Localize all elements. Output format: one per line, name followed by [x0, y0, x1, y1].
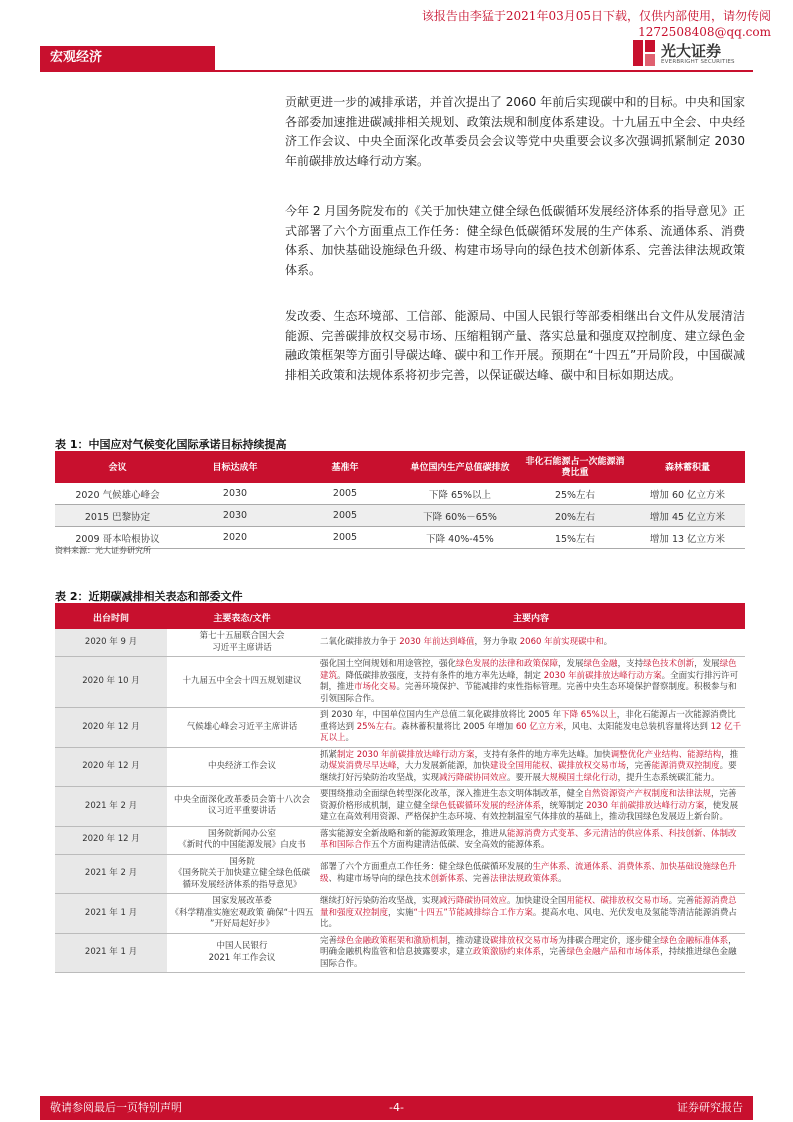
table1-header: 森林蓄积量: [630, 453, 745, 483]
content-text: ，统筹制定: [541, 800, 587, 811]
table1-caption: 表 1：中国应对气候变化国际承诺目标持续提高: [55, 438, 287, 451]
highlighted-text: 用能权、碳排放权交易市场: [566, 896, 669, 906]
paragraph-1: 贡献更进一步的减排承诺，并首次提出了 2060 年前后实现碳中和的目标。中央和国家各部委加速推进碳减排相关规划、政策法规和制度体系建设。十九届五中全会、中央经济工作会议、中央全面深化改革委员会会议等党中央重要会议多次强调抓紧制定 2030 年前碳排放达峰行动方案。: [285, 95, 745, 168]
row-source-document: 中央全面深化改革委员会第十八次会议习近平重要讲话: [167, 787, 317, 827]
download-watermark: [422, 8, 771, 40]
table-cell: 2005: [290, 505, 400, 527]
table2-header: 主要表态/文件: [167, 605, 317, 629]
content-text: 、构建市场导向的绿色技术: [328, 873, 431, 884]
content-text: ，发展: [558, 659, 584, 669]
highlighted-text: 绿色发展的法律和政策保障: [456, 659, 559, 669]
table-row: [55, 527, 745, 549]
page-number: -4-: [389, 1101, 404, 1114]
highlighted-text: 绿色低碳循环发展的经济体系: [430, 800, 542, 811]
header-divider: [40, 70, 753, 72]
row-content: [317, 787, 745, 827]
content-text: 二氧化碳排放力争于: [320, 636, 400, 647]
content-text: 。全面实行排污许可制，推进: [320, 670, 739, 692]
highlighted-text: 煤炭消费尽早达峰: [328, 761, 397, 771]
content-text: ，完善: [541, 947, 567, 957]
table-cell: 2015 巴黎协定: [55, 505, 180, 527]
highlighted-text: 12 亿千瓦以上: [320, 721, 742, 743]
table1-header: 单位国内生产总值碳排放: [400, 453, 520, 483]
content-text: ，完善: [626, 761, 652, 771]
content-text: 。森林蓄积量将比 2005 年增加: [392, 721, 516, 732]
table2-header: 主要内容: [317, 605, 745, 629]
table2: [55, 605, 745, 973]
row-date: 2021 年 2 月: [55, 787, 167, 827]
content-text: 到 2030 年，中国单位国内生产总值二氧化碳排放将比 2005 年: [320, 710, 562, 720]
content-text: 为排碳合理定价，逐步健全: [558, 935, 661, 946]
highlighted-text: 生产体系、流通体系、消费体系、加快基础设施绿色升级: [320, 862, 737, 884]
table-cell: 增加 60 亿立方米: [630, 483, 745, 505]
highlighted-text: 2060 年前实现碳中和: [519, 636, 604, 647]
table-row: [55, 933, 745, 973]
highlighted-text: 2030 年前碳排放达峰行动方案: [586, 800, 705, 811]
table-cell: 下降 40%-45%: [400, 527, 520, 549]
highlighted-text: 能源消费方式变革、多元清洁的供应体系、科技创新、体制改革和国际合作: [320, 828, 737, 850]
table-row: [55, 826, 745, 854]
highlighted-text: 减污降碳协同效应: [439, 896, 508, 906]
highlighted-text: 绿色建筑: [320, 659, 737, 681]
highlighted-text: 制定 2030 年前碳排放达峰行动方案: [337, 749, 475, 760]
content-text: ，实施: [388, 907, 414, 918]
table-row: [55, 483, 745, 505]
row-date: 2020 年 12 月: [55, 747, 167, 787]
table-row: [55, 708, 745, 748]
highlighted-text: 2030 年前达到峰值: [399, 636, 475, 647]
paragraph-3: 发改委、生态环境部、工信部、能源局、中国人民银行等部委相继出台文件从发展清洁能源、完善碳排放权交易市场、压缩粗钢产量、落实总量和强度双控制度、建立绿色金融政策框架等方面引导碳达峰、碳中和工作开展。预期在“十四五”开局阶段，中国碳减排相关政策和法规体系将初步完善，以保证碳达峰、碳中和目标如期达成。: [285, 309, 745, 382]
table-row: [55, 657, 745, 708]
row-content: [317, 826, 745, 854]
highlighted-text: 自然资源资产产权制度和法律法规: [583, 789, 712, 799]
table-cell: 增加 13 亿立方米: [630, 527, 745, 549]
row-content: [317, 747, 745, 787]
watermark-line-1: 该报告由李猛于2021年03月05日下载，仅供内部使用，请勿传阅: [421, 9, 771, 23]
content-text: ，大力发展新能源，加快: [396, 761, 491, 771]
row-source-document: 中国人民银行 2021 年工作会议: [167, 933, 317, 973]
table-cell: 2005: [290, 527, 400, 549]
content-text: ，明确金融机构监管和信息披露要求，建立: [320, 935, 737, 957]
row-date: 2020 年 12 月: [55, 708, 167, 748]
table-cell: 25%左右: [520, 483, 630, 505]
logo-cn-text: 光大证券: [661, 42, 722, 60]
content-text: ，支持: [617, 659, 644, 669]
content-text: ，非化石能源占一次能源消费比重将达到: [320, 710, 736, 732]
content-text: 继续打好污染防治攻坚战，实现: [320, 896, 440, 906]
content-text: ，推动: [320, 749, 739, 771]
highlighted-text: 法律法规政策体系: [490, 873, 559, 884]
content-text: ，支持有条件的地方率先达峰。加快: [474, 749, 611, 760]
row-date: 2020 年 10 月: [55, 657, 167, 708]
row-date: 2021 年 1 月: [55, 933, 167, 973]
content-text: ，风电、太阳能发电总装机容量将达到: [563, 721, 711, 732]
table-cell: 2030: [180, 483, 290, 505]
row-content: [317, 854, 745, 894]
row-source-document: 国家发展改革委 《科学精准实施宏观政策 确保“十四五 ”开好局起好步》: [167, 894, 317, 934]
content-text: 部署了六个方面重点工作任务：健全绿色低碳循环发展的: [320, 862, 533, 873]
table-cell: 2020 气候雄心峰会: [55, 483, 180, 505]
highlighted-text: 能源消费总量和强度双控制度: [320, 896, 737, 918]
row-source-document: 国务院 《国务院关于加快建立健全绿色低碳循环发展经济体系的指导意见》: [167, 854, 317, 894]
highlighted-text: 创新体系: [430, 873, 465, 884]
row-date: 2021 年 2 月: [55, 854, 167, 894]
table-row: [55, 747, 745, 787]
footer-report-type: 证券研究报告: [677, 1101, 743, 1114]
content-text: 。完善环境保护、节能减排约束性指标管理。完善中央生态环境保护督察制度。积极参与和引领国际合作。: [320, 682, 737, 704]
row-content: [317, 933, 745, 973]
table1-header: 目标达成年: [180, 453, 290, 483]
highlighted-text: “十四五”节能减排综合工作方案: [413, 907, 533, 918]
table-cell: 下降 65%以上: [400, 483, 520, 505]
content-text: ，努力争取: [474, 636, 520, 647]
highlighted-text: 市场化交易: [354, 682, 397, 692]
content-text: 。提高水电、风电、光伏发电及氢能等清洁能源消费占比。: [320, 907, 737, 929]
logo-en-text: EVERBRIGHT SECURITIES: [661, 59, 735, 65]
content-text: ，使发展建立在高效利用资源、严格保护生态环境、有效控制温室气体排放的基础上，推动我国绿色发展迈上新台阶。: [320, 800, 739, 822]
content-text: 。加快建设全国: [507, 896, 567, 906]
table2-header-row: [55, 605, 745, 629]
highlighted-text: 绿色金融标准体系: [660, 935, 729, 946]
table1: [55, 453, 745, 549]
highlighted-text: 减污降碳协同效应: [439, 772, 508, 783]
content-text: 五个方面构建清洁低碳、安全高效的能源体系。: [371, 840, 550, 850]
table-cell: 下降 60%－65%: [400, 505, 520, 527]
table-row: [55, 787, 745, 827]
table-cell: 20%左右: [520, 505, 630, 527]
table-row: [55, 894, 745, 934]
paragraph-2: 今年 2 月国务院发布的《关于加快建立健全绿色低碳循环发展经济体系的指导意见》正式部署了六个方面重点工作任务：健全绿色低碳循环发展的生产体系、流通体系、消费体系、加快基础设施绿色升级、构建市场导向的绿色技术创新体系、完善法律法规政策体系。: [285, 204, 745, 277]
logo-icon: [633, 40, 655, 66]
content-text: 落实能源安全新战略和新的能源政策理念，推进从: [320, 828, 508, 839]
content-text: 。: [345, 733, 355, 743]
content-text: 完善: [320, 935, 338, 946]
content-text: 。要开展: [507, 772, 542, 783]
content-text: ，提升生态系统碳汇能力。: [617, 772, 720, 783]
highlighted-text: 能源消费双控制度: [651, 761, 720, 771]
highlighted-text: 大规模国土绿化行动: [541, 772, 618, 783]
footer-disclaimer: 敬请参阅最后一页特别声明: [50, 1101, 182, 1114]
table-row: [55, 854, 745, 894]
watermark-line-2: 1272508408@qq.com: [638, 25, 771, 39]
highlighted-text: 碳排放权交易市场: [490, 935, 559, 946]
highlighted-text: 绿色金融政策框架和激励机制: [337, 935, 448, 946]
highlighted-text: 建设全国用能权、碳排放权交易市场: [490, 761, 627, 771]
table-row: [55, 629, 745, 657]
content-text: 、完善: [464, 873, 491, 884]
content-text: 。: [558, 873, 567, 884]
row-content: [317, 708, 745, 748]
highlighted-text: 绿色金融产品和市场体系: [566, 947, 661, 957]
table1-header: 非化石能源占一次能源消费比重: [520, 453, 630, 483]
table2-caption: 表 2：近期碳减排相关表态和部委文件: [55, 590, 243, 603]
table1-header: 会议: [55, 453, 180, 483]
row-content: [317, 629, 745, 657]
company-logo: [633, 40, 751, 68]
footer-bar: [40, 1096, 753, 1120]
table-cell: 15%左右: [520, 527, 630, 549]
content-text: 。: [603, 636, 613, 647]
highlighted-text: 2030 年前碳排放达峰行动方案: [543, 670, 662, 681]
content-text: 要围绕推动全面绿色转型深化改革，深入推进生态文明体制改革，健全: [320, 789, 584, 799]
row-source-document: 中央经济工作会议: [167, 747, 317, 787]
section-label: 宏观经济: [40, 46, 215, 70]
table-cell: 2030: [180, 505, 290, 527]
content-text: 。完善: [668, 896, 695, 906]
table1-header-row: [55, 453, 745, 483]
content-text: ，完善资源价格形成机制，建立健全: [320, 789, 737, 811]
table1-source: 资料来源：光大证券研究所: [55, 546, 151, 555]
highlighted-text: 25%左右: [356, 721, 393, 732]
content-text: 。要继续打好污染防治攻坚战，实现: [320, 761, 737, 783]
row-source-document: 十九届五中全会十四五规划建议: [167, 657, 317, 708]
content-text: ，持续推进绿色金融国际合作。: [320, 947, 737, 969]
highlighted-text: 绿色金融: [583, 659, 618, 669]
content-text: ，推动建设: [447, 935, 491, 946]
row-date: 2020 年 9 月: [55, 629, 167, 657]
highlighted-text: 60 亿立方米: [515, 721, 564, 732]
content-text: 强化国土空间规划和用途管控，强化: [320, 659, 457, 669]
content-text: 抓紧: [320, 749, 338, 760]
row-source-document: 气候雄心峰会习近平主席讲话: [167, 708, 317, 748]
row-content: [317, 894, 745, 934]
table2-header: 出台时间: [55, 605, 167, 629]
table1-header: 基准年: [290, 453, 400, 483]
table-row: [55, 505, 745, 527]
highlighted-text: 绿色技术创新: [643, 659, 695, 669]
highlighted-text: 调整优化产业结构、能源结构: [610, 749, 722, 760]
table-cell: 2005: [290, 483, 400, 505]
row-date: 2021 年 1 月: [55, 894, 167, 934]
content-text: 。降低碳排放强度，支持有条件的地方率先达峰，制定: [337, 670, 544, 681]
row-source-document: 第七十五届联合国大会 习近平主席讲话: [167, 629, 317, 657]
highlighted-text: 政策激励约束体系: [473, 947, 542, 957]
row-date: 2020 年 12 月: [55, 826, 167, 854]
row-content: [317, 657, 745, 708]
table-cell: 2020: [180, 527, 290, 549]
highlighted-text: 下降 65%以上: [561, 710, 617, 720]
table-cell: 2009 哥本哈根协议: [55, 527, 180, 549]
content-text: ，发展: [694, 659, 720, 669]
table-cell: 增加 45 亿立方米: [630, 505, 745, 527]
row-source-document: 国务院新闻办公室 《新时代的中国能源发展》白皮书: [167, 826, 317, 854]
